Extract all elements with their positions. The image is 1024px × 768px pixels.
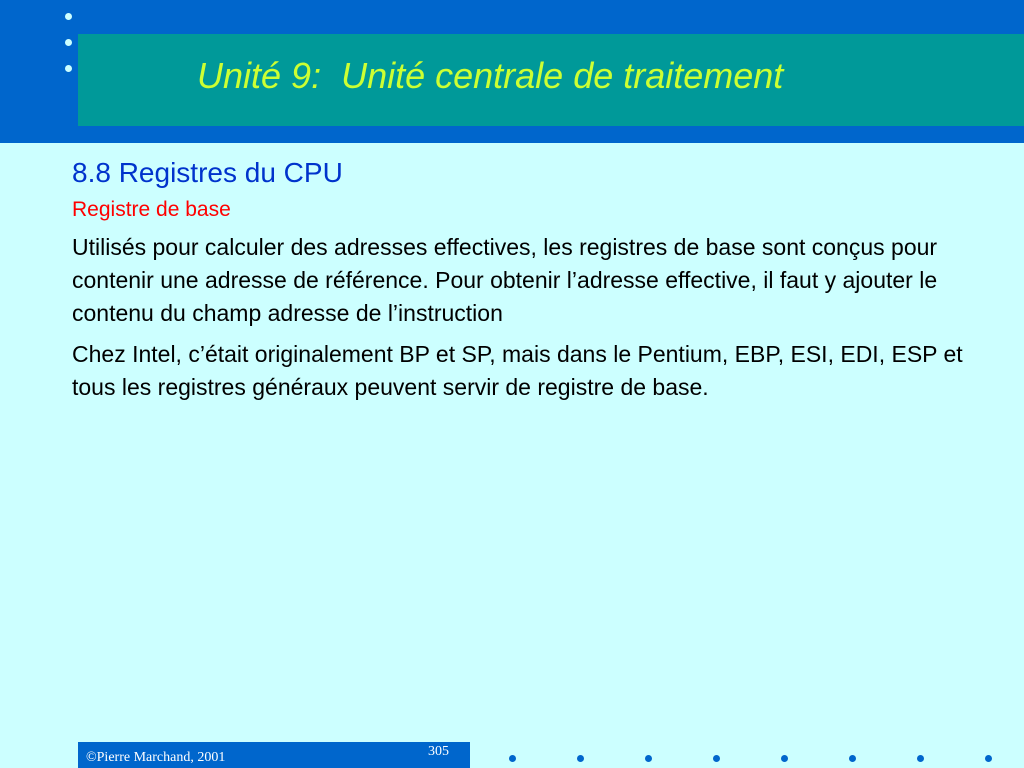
- footer-bar: [78, 742, 470, 768]
- slide-content: [72, 155, 972, 404]
- bullet-dot-icon: [713, 755, 720, 762]
- footer-copyright: ©Pierre Marchand, 2001: [86, 750, 226, 765]
- paragraph-1: Utilisés pour calculer des adresses effectives, les registres de base sont conçus pour contenir une adresse de référence. Pour obtenir l’adresse effective, il faut y ajouter le contenu du champ adresse de l’instruction: [72, 234, 938, 326]
- page-number: 305: [428, 744, 449, 759]
- section-heading: 8.8 Registres du CPU: [72, 157, 343, 188]
- bullet-dot-icon: [65, 65, 72, 72]
- bullet-dot-icon: [985, 755, 992, 762]
- bullet-dot-icon: [509, 755, 516, 762]
- bullet-dot-icon: [65, 13, 72, 20]
- bullet-dot-icon: [65, 39, 72, 46]
- bullet-dot-icon: [917, 755, 924, 762]
- slide-title: Unité 9: Unité centrale de traitement: [197, 55, 784, 96]
- bullet-dot-icon: [849, 755, 856, 762]
- bullet-dot-icon: [645, 755, 652, 762]
- bullet-dot-icon: [577, 755, 584, 762]
- paragraph-2: Chez Intel, c’était originalement BP et SP, mais dans le Pentium, EBP, ESI, EDI, ESP et tous les registres généraux peuvent servir de registre de base.: [72, 341, 963, 400]
- subheading: Registre de base: [72, 198, 231, 221]
- bullet-dot-icon: [781, 755, 788, 762]
